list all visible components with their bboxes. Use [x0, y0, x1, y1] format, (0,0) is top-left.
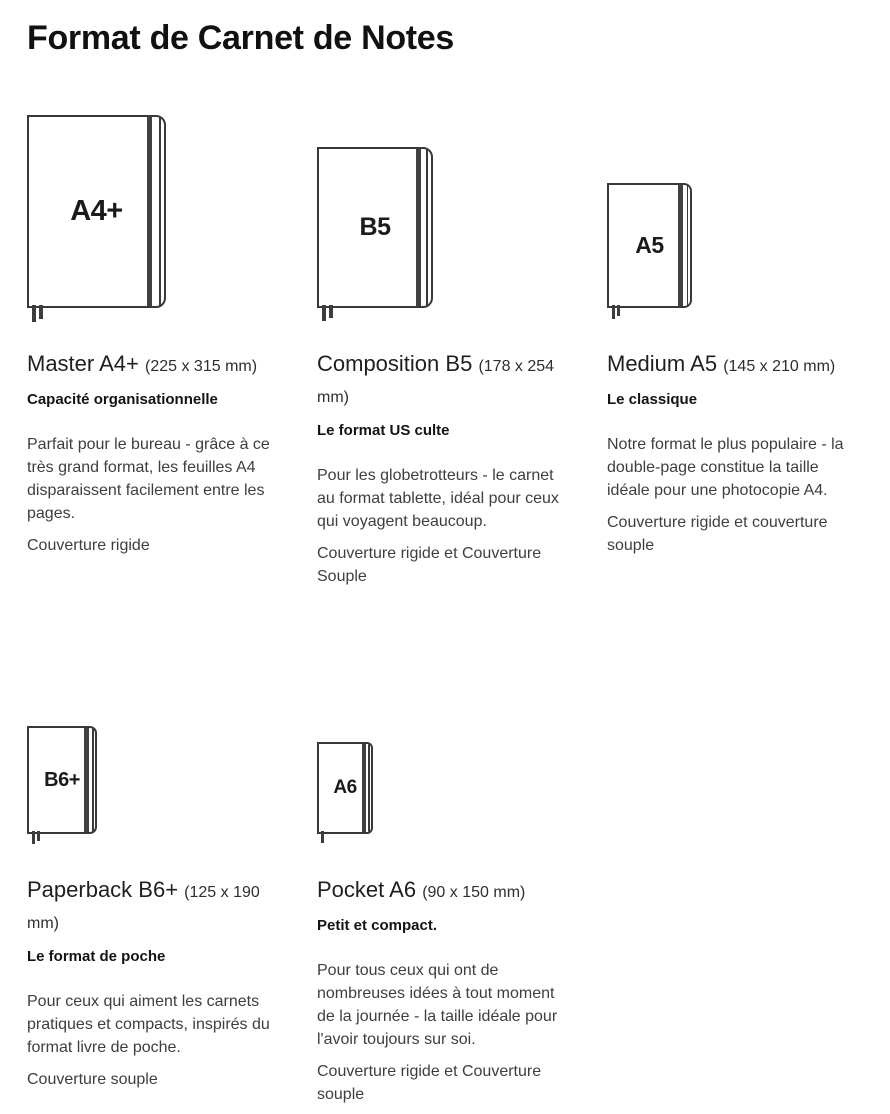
- page-title: Format de Carnet de Notes: [27, 19, 455, 57]
- bookmark-ribbon-1: [32, 305, 36, 322]
- format-subtitle: Capacité organisationnelle: [27, 391, 218, 408]
- notebook-illustration: [317, 100, 575, 308]
- format-title: [27, 876, 285, 938]
- bookmark-ribbon-2: [329, 305, 333, 318]
- format-subtitle: Le classique: [607, 391, 698, 408]
- format-subtitle: Petit et compact.: [317, 917, 438, 934]
- notebook-graphic-a4plus: [27, 115, 166, 308]
- format-dimensions: (145 x 210 mm): [723, 358, 836, 375]
- formats-grid: [0, 100, 890, 1106]
- format-card-composition-b5: [317, 100, 575, 588]
- bookmark-ribbon-1: [612, 305, 615, 319]
- bookmark-ribbon-2: [39, 305, 43, 319]
- bookmark-ribbon-1: [32, 831, 35, 844]
- cover-availability: Couverture rigide et couverture souple: [607, 514, 828, 554]
- format-card-pocket-a6: [317, 674, 575, 1106]
- cover-availability: Couverture rigide et Couverture Souple: [317, 545, 542, 585]
- notebook-graphic-a5: [607, 183, 692, 308]
- notebook-graphic-a6: [317, 742, 373, 834]
- format-subtitle: Le format de poche: [27, 948, 166, 965]
- format-name: Composition B5: [317, 351, 473, 376]
- format-card-medium-a5: [607, 100, 865, 588]
- format-dimensions: (90 x 150 mm): [422, 884, 526, 901]
- format-description: Notre format le plus populaire - la double-page constitue la taille idéale pour une photocopie A4.: [607, 436, 844, 499]
- notebook-size-label: A5: [635, 232, 664, 258]
- format-card-paperback-b6plus: [27, 674, 285, 1106]
- notebook-illustration: [27, 674, 285, 834]
- notebook-size-label: B5: [359, 213, 391, 241]
- format-title: [317, 876, 575, 907]
- cover-availability: Couverture souple: [27, 1071, 158, 1088]
- bookmark-ribbon-1: [322, 305, 326, 321]
- bookmark-ribbon-1: [321, 831, 324, 843]
- format-description: Pour tous ceux qui ont de nombreuses idées à tout moment de la journée - la taille idéale pour l'avoir toujours sur soi.: [317, 962, 558, 1048]
- cover-availability: Couverture rigide et Couverture souple: [317, 1063, 542, 1103]
- notebook-size-label: A4+: [70, 195, 123, 227]
- bookmark-ribbon-2: [37, 831, 40, 841]
- format-subtitle: Le format US culte: [317, 422, 450, 439]
- notebook-illustration: [317, 674, 575, 834]
- notebook-size-label: B6+: [44, 768, 80, 791]
- format-dimensions: (125 x 190 mm): [27, 884, 260, 932]
- format-card-master-a4plus: [27, 100, 285, 588]
- format-name: Master A4+: [27, 351, 139, 376]
- format-dimensions: (178 x 254 mm): [317, 358, 555, 406]
- format-description: Pour les globetrotteurs - le carnet au format tablette, idéal pour ceux qui voyagent beaucoup.: [317, 467, 559, 530]
- bookmark-ribbon-2: [617, 305, 620, 316]
- notebook-illustration: [27, 100, 285, 308]
- format-title: [607, 350, 865, 381]
- format-dimensions: (225 x 315 mm): [145, 358, 258, 375]
- format-name: Pocket A6: [317, 877, 417, 902]
- format-description: Parfait pour le bureau - grâce à ce très grand format, les feuilles A4 disparaissent facilement entre les pages.: [27, 436, 270, 522]
- notebook-graphic-b5: [317, 147, 433, 308]
- format-name: Paperback B6+: [27, 877, 179, 902]
- notebook-graphic-b6plus: [27, 726, 97, 834]
- format-title: [27, 350, 285, 381]
- cover-availability: Couverture rigide: [27, 537, 150, 554]
- notebook-illustration: [607, 100, 865, 308]
- notebook-size-label: A6: [333, 777, 357, 798]
- format-name: Medium A5: [607, 351, 718, 376]
- format-description: Pour ceux qui aiment les carnets pratiques et compacts, inspirés du format livre de poche.: [27, 993, 270, 1056]
- format-title: [317, 350, 575, 412]
